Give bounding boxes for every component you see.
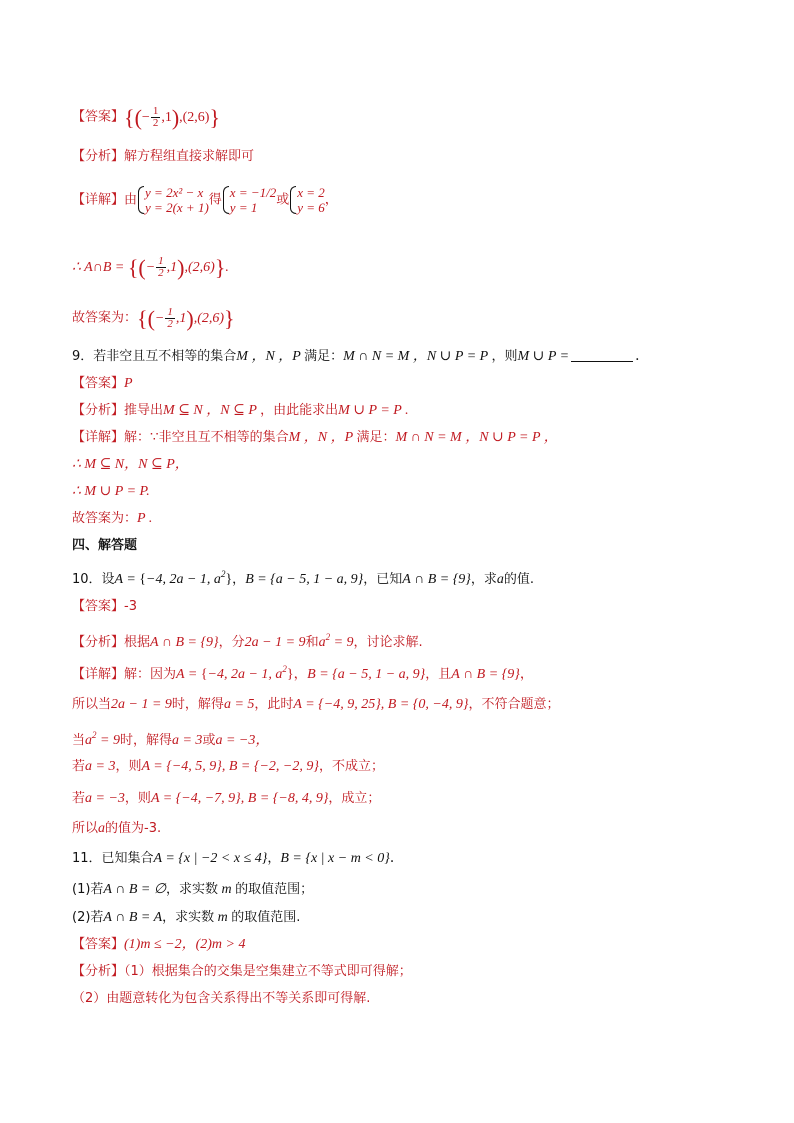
q9-analysis-expr1: M ⊆ N ，N ⊆ P: [163, 403, 261, 418]
q8-intersection-line: [72, 256, 732, 279]
q10-case2-c: 或: [202, 733, 216, 748]
q10-case2-a: 当: [72, 733, 86, 748]
detail-label: 【详解】: [72, 667, 125, 682]
answer-blank: [571, 361, 633, 362]
q8-solution-2: x = 2 y = 6: [289, 185, 325, 215]
q11-part1: [72, 879, 732, 900]
q10-case1: [72, 694, 732, 715]
q11-part1-expr: A ∩ B = ∅: [103, 882, 167, 897]
q8-final-prefix: 故答案为：: [72, 310, 138, 326]
q9-final-line: [72, 508, 732, 529]
q10-case4-val: a = −3: [85, 791, 125, 806]
q9-final: P .: [137, 511, 153, 526]
q9-stem: 9．若非空且互不相等的集合M ，N ，P 满足：M ∩ N = M ，N ∪ P = P ，则M ∪ P = .: [72, 348, 640, 364]
q9-question-expr: M ∪ P =: [517, 349, 570, 364]
q8-final-expr: {(− $\frac{1}{2}$ ,1),(2,6)}: [137, 305, 235, 331]
detail-label: 【详解】: [72, 430, 125, 445]
q10-case1-sol: a = 5: [223, 697, 255, 712]
q11-set-b: B = {x | x − m < 0}: [280, 851, 390, 866]
q10-case2-b: 时，解得: [119, 733, 172, 748]
q10-case1-sets: A = {−4, 9, 25}, B = {0, −4, 9}: [293, 697, 469, 712]
q10-conclusion: [72, 818, 732, 839]
analysis-label: 【分析】: [72, 403, 125, 418]
q9-answer: P: [124, 376, 133, 391]
q10-conclusion-b: 的值为-3.: [105, 821, 162, 836]
q11-part2-b: ，求实数: [162, 910, 215, 925]
q10-case4-b: ，则: [124, 791, 151, 806]
q8-intersection-expr: ∴ A∩B = {(− $\frac{1}{2}$ ,1),(2,6)}.: [72, 254, 229, 280]
analysis-label: 【分析】: [72, 149, 125, 164]
q11-stem-a: 11．已知集合: [72, 851, 154, 866]
q10-case3: [72, 756, 732, 777]
q10-case2-eq: $a^2 = 9$: [85, 730, 120, 748]
q10-analysis-line: [72, 627, 732, 653]
q10-detail-set-b: B = {a − 5, 1 − a, 9}: [307, 667, 426, 682]
q9-final-prefix: 故答案为：: [72, 511, 138, 526]
q10-stem: 10．设A = {−4, 2a − 1, $a^2$}，B = {a − 5, 1 − a, 9}，已知A ∩ B = {9}，求a的值.: [72, 569, 535, 587]
answer-label: 【答案】: [72, 109, 125, 125]
q10-detail-b: ，且: [425, 667, 452, 682]
q10-answer-line: [72, 596, 732, 617]
q10-case3-sets: A = {−4, 5, 9}, B = {−2, −2, 9}: [141, 759, 319, 774]
q9-stem-text-a: 9．若非空且互不相等的集合: [72, 349, 237, 364]
q9-stem-text-c: ，则: [491, 349, 518, 364]
q10-stem-d: 的值.: [503, 572, 535, 587]
q10-case3-a: 若: [72, 759, 86, 774]
analysis-label: 【分析】: [72, 635, 125, 650]
q10-case4-a: 若: [72, 791, 86, 806]
q10-analysis-b: ，分: [218, 635, 245, 650]
q10-case3-val: a = 3: [85, 759, 116, 774]
answer-label: 【答案】: [72, 376, 125, 391]
q11-part2-c: 的取值范围.: [231, 910, 301, 925]
q11-answer-line: [72, 934, 732, 955]
q10-case1-a: 所以当: [72, 697, 112, 712]
q9-detail-conditions: M ∩ N = M ，N ∪ P = P ，: [395, 430, 558, 445]
q9-step2-expr: ∴ M ∪ P = P.: [72, 484, 150, 499]
q10-case4-c: ，成立；: [328, 791, 381, 806]
q10-analysis-expr2: 2a − 1 = 9: [244, 635, 306, 650]
q9-analysis-expr2: M ∪ P = P .: [338, 403, 409, 418]
q10-case1-c: ，此时: [254, 697, 294, 712]
answer-label: 【答案】: [72, 937, 125, 952]
q11-part1-b: ，求实数: [166, 882, 219, 897]
q10-detail-intersection: A ∩ B = {9}: [451, 667, 520, 682]
q11-part2-a: (2)若: [72, 910, 104, 925]
q8-detail-prefix: 由: [124, 192, 138, 208]
q10-answer: -3: [124, 599, 137, 614]
q11-analysis-line: [72, 961, 732, 982]
section-heading: [72, 535, 732, 556]
q10-analysis-expr1: A ∩ B = {9}: [150, 635, 219, 650]
q10-set-a: A = {−4, 2a − 1, $a^2$}: [114, 569, 233, 587]
q9-stem-text-b: 满足：: [304, 349, 344, 364]
q10-case3-c: ，不成立；: [318, 759, 384, 774]
q10-analysis-d: ，讨论求解.: [353, 635, 423, 650]
q11-analysis1: （1）根据集合的交集是空集建立不等式即可得解；: [124, 964, 412, 979]
analysis-label: 【分析】: [72, 964, 125, 979]
q10-case4-sets: A = {−4, −7, 9}, B = {−8, 4, 9}: [150, 791, 329, 806]
q8-analysis-text: 解方程组直接求解即可: [124, 149, 255, 164]
q9-step1: [72, 454, 732, 475]
q11-part2-expr: A ∩ B = A: [103, 910, 163, 925]
q10-detail-a: 解：因为: [124, 667, 177, 682]
q10-case3-b: ，则: [115, 759, 142, 774]
q8-solution-1: x = −1/2 y = 1: [222, 185, 276, 215]
q11-part2-var: m: [214, 910, 232, 925]
q8-detail-line: 【详解】由 y = 2x² − x y = 2(x + 1) 得 x = −1/2 y = 1 或 x = 2 y = 6 ，: [72, 185, 339, 215]
q10-case2-sol1: a = 3: [171, 733, 203, 748]
q10-stem-b: ，已知: [363, 572, 403, 587]
q8-answer-expr: {(− $\frac{1}{2}$ ,1),(2,6)}: [124, 104, 221, 130]
q9-analysis-a: 推导出: [124, 403, 164, 418]
q9-step1-expr: ∴ M ⊆ N，N ⊆ P，: [72, 457, 189, 472]
q8-answer-line: [72, 106, 732, 129]
q9-detail-line: [72, 427, 732, 448]
answer-label: 【答案】: [72, 599, 125, 614]
q10-analysis-expr3: $a^2 = 9$: [318, 632, 354, 650]
q10-case2: [72, 725, 732, 751]
q9-step2: [72, 481, 732, 502]
q10-case4: [72, 788, 732, 809]
q8-huo-word: 或: [276, 192, 290, 208]
q10-set-b: B = {a − 5, 1 − a, 9}: [245, 572, 364, 587]
q10-stem-c: ，求: [470, 572, 497, 587]
q9-answer-line: [72, 373, 732, 394]
q10-case1-d: ，不符合题意；: [468, 697, 560, 712]
q10-analysis-c: 和: [305, 635, 319, 650]
q10-detail-set-a: A = {−4, 2a − 1, $a^2$}: [176, 664, 294, 682]
q11-part1-a: (1)若: [72, 882, 104, 897]
q9-detail-c: 满足：: [356, 430, 396, 445]
q8-analysis-line: [72, 146, 732, 167]
q11-part1-c: 的取值范围；: [235, 882, 314, 897]
q10-case1-eq: 2a − 1 = 9: [111, 697, 172, 712]
detail-label: 【详解】: [72, 192, 125, 208]
q8-equation-system: y = 2x² − x y = 2(x + 1): [137, 185, 209, 215]
q10-case2-sol2: a = −3，: [215, 733, 270, 748]
q11-analysis2: （2）由题意转化为包含关系得出不等关系即可得解.: [72, 991, 371, 1006]
q9-analysis-b: ，由此能求出: [260, 403, 339, 418]
q11-stem: 11．已知集合A = {x | −2 < x ≤ 4}，B = {x | x − m < 0}.: [72, 850, 395, 866]
q9-detail-b: 非空且互不相等的集合: [158, 430, 289, 445]
q11-set-a: A = {x | −2 < x ≤ 4}: [153, 851, 268, 866]
q10-intersection: A ∩ B = {9}: [402, 572, 471, 587]
q9-conditions: M ∩ N = M ，N ∪ P = P: [343, 349, 492, 364]
q9-sets: M ，N ，P: [236, 349, 305, 364]
q11-analysis2-line: [72, 988, 732, 1009]
section-title: 四、解答题: [72, 538, 138, 553]
q9-detail-a: 解：: [124, 430, 151, 445]
q10-conclusion-a: 所以: [72, 821, 99, 836]
q8-de-word: 得: [208, 192, 222, 208]
q11-answer: (1)m ≤ −2，(2)m > 4: [124, 937, 246, 952]
q11-part2: [72, 907, 732, 928]
q10-detail-line: 【详解】解：因为A = {−4, 2a − 1, $a^2$}，B = {a − 5, 1 − a, 9}，且A ∩ B = {9}，: [72, 664, 534, 682]
q10-var-a: a: [496, 572, 504, 587]
q10-conclusion-var: a: [98, 821, 106, 836]
q10-stem-a: 10．设: [72, 572, 115, 587]
q9-detail-sets: M ，N ，P: [288, 430, 357, 445]
q10-analysis-a: 根据: [124, 635, 151, 650]
because-symbol: ∵: [150, 429, 159, 445]
q10-case1-b: 时，解得: [171, 697, 224, 712]
q8-final-line: [72, 307, 732, 330]
q11-part1-var: m: [218, 882, 236, 897]
q9-analysis-line: [72, 400, 732, 421]
